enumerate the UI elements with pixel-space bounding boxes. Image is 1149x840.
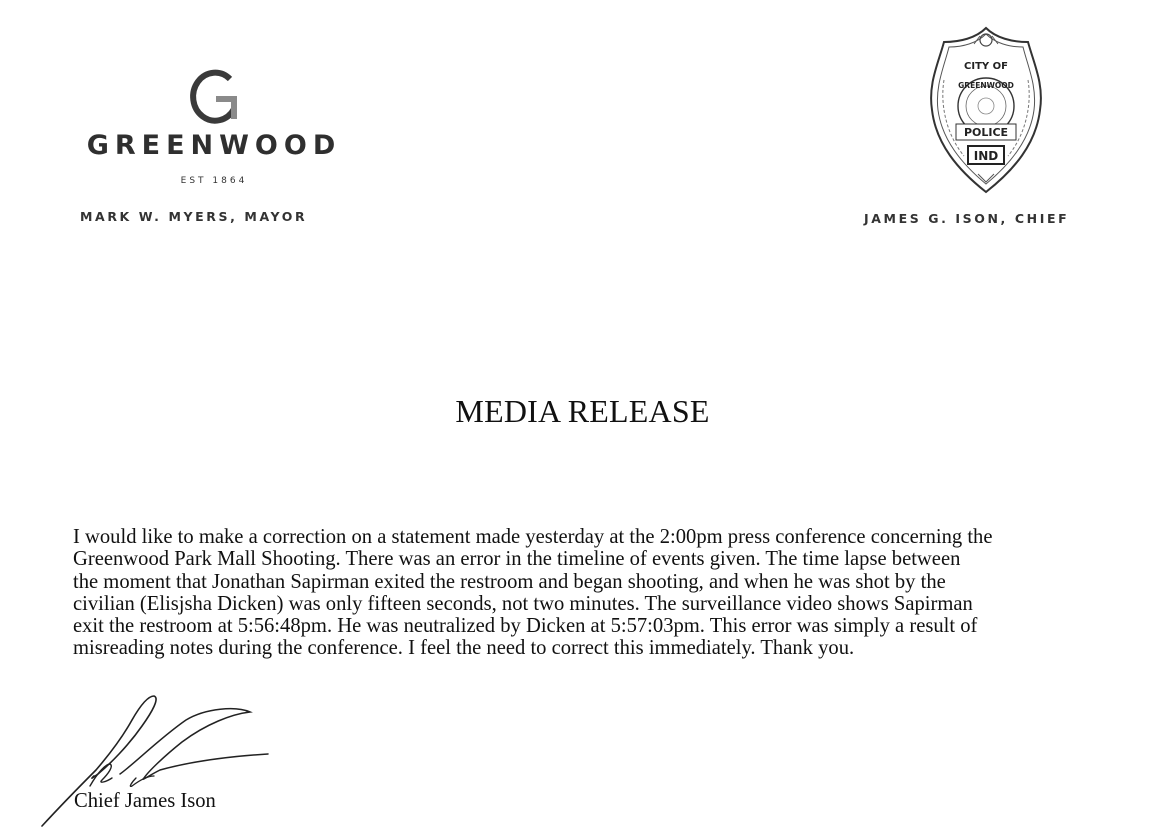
body-line: exit the restroom at 5:56:48pm. He was neutralized by Dicken at 5:57:03pm. This error was simply a result of bbox=[73, 615, 978, 638]
city-name: GREENWOOD bbox=[86, 130, 342, 161]
body-line: I would like to make a correction on a statement made yesterday at the 2:00pm press conference concerning the bbox=[73, 526, 993, 548]
body-line: Greenwood Park Mall Shooting. There was an error in the timeline of events given. The time lapse between bbox=[73, 548, 961, 571]
body-line: the moment that Jonathan Sapirman exited the restroom and began shooting, and when he was shot by the bbox=[73, 570, 946, 593]
body-line: misreading notes during the conference. I feel the need to correct this immediately. Thank you. bbox=[73, 637, 855, 660]
badge-top-text: CITY OF bbox=[964, 61, 1008, 72]
police-badge-icon bbox=[924, 24, 1048, 196]
chief-line: JAMES G. ISON, CHIEF bbox=[864, 211, 1070, 226]
signature-name: Chief James Ison bbox=[74, 790, 216, 812]
badge-dept-text: POLICE bbox=[963, 126, 1009, 139]
city-established: EST 1864 bbox=[180, 176, 248, 186]
release-body bbox=[73, 526, 1093, 660]
badge-city-text: GREENWOOD bbox=[958, 81, 1014, 90]
body-line: civilian (Elisjsha Dicken) was only fifteen seconds, not two minutes. The surveillance video shows Sapirman bbox=[73, 592, 973, 615]
page-title: MEDIA RELEASE bbox=[455, 393, 710, 429]
mayor-line: MARK W. MYERS, MAYOR bbox=[80, 209, 308, 224]
badge-state-text: IND bbox=[973, 149, 999, 163]
greenwood-logo-icon bbox=[186, 67, 246, 129]
